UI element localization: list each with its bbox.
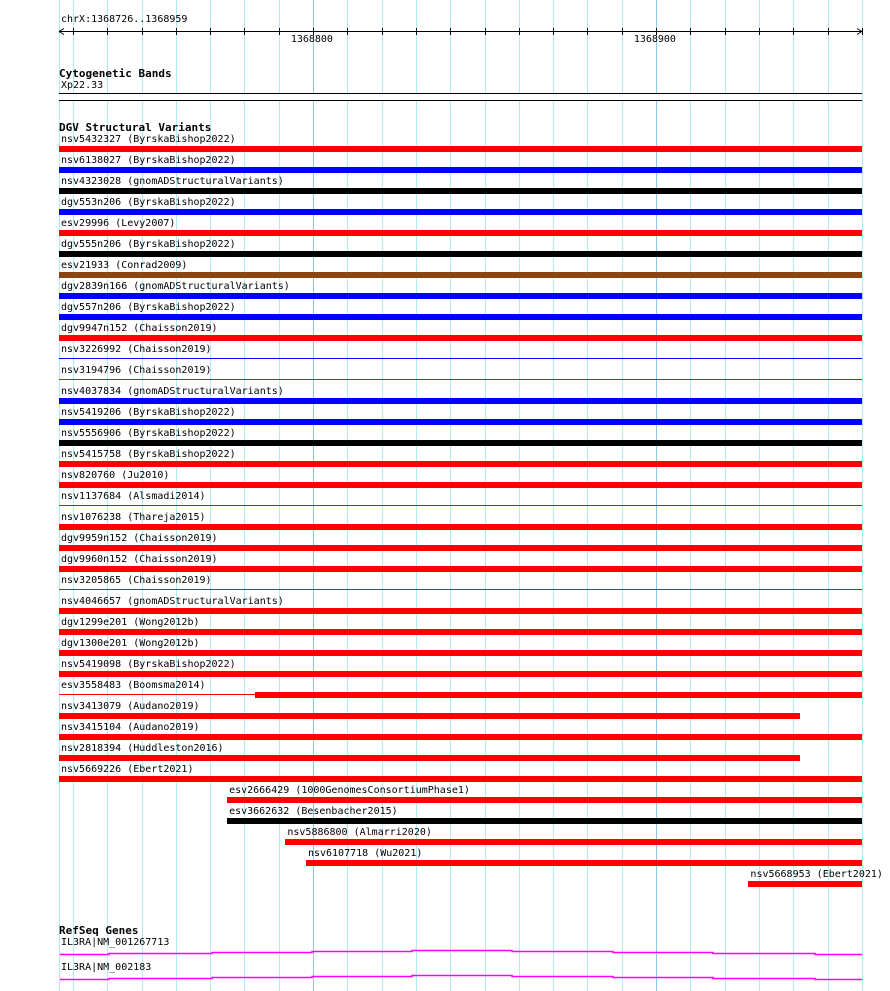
variant-study: (Chaisson2019) [127, 575, 212, 586]
variant-id: esv2666429 [229, 785, 290, 796]
variant-id: nsv5669226 [61, 764, 122, 775]
variant-id: dgv1299e201 [61, 617, 128, 628]
variant-id: nsv6107718 [307, 848, 369, 859]
variant-study: (Ebert2021) [127, 764, 194, 775]
variant-id: dgv9959n152 [61, 533, 128, 544]
variant-study: (Chaisson2019) [133, 323, 218, 334]
variant-study: (gnomADStructuralVariants) [133, 281, 290, 292]
variant-study: (Wu2021) [374, 848, 423, 859]
variant-id: nsv5415758 [61, 449, 122, 460]
variant-id: nsv4046657 [61, 596, 122, 607]
variant-id: nsv2818394 [61, 743, 122, 754]
variant-study: (Ju2010) [121, 470, 170, 481]
variant-study: (Levy2007) [115, 218, 176, 229]
variant-study: (Chaisson2019) [127, 365, 212, 376]
ruler-tick-label: 1368900 [633, 34, 676, 45]
location-label: chrX:1368726..1368959 [61, 14, 188, 25]
variant-study: (Almarri2020) [353, 827, 432, 838]
variant-study: (ByrskaBishop2022) [127, 134, 236, 145]
variant-study: (Wong2012b) [133, 617, 200, 628]
variant-id: nsv4323028 [61, 176, 122, 187]
variant-study: (Besenbacher2015) [295, 806, 398, 817]
variant-id: nsv1076238 [61, 512, 122, 523]
variant-id: nsv5432327 [61, 134, 122, 145]
variant-study: (Chaisson2019) [133, 554, 218, 565]
variant-id: esv3662632 [229, 806, 290, 817]
variant-study: (ByrskaBishop2022) [127, 197, 236, 208]
variant-id: esv29996 [61, 218, 110, 229]
cytoband-label: Xp22.33 [61, 80, 104, 91]
gene-label[interactable]: IL3RA|NM_001267713 [61, 937, 170, 948]
variant-study: (Audano2019) [127, 722, 200, 733]
variant-id: nsv5419098 [61, 659, 122, 670]
variant-study: (ByrskaBishop2022) [127, 428, 236, 439]
variant-study: (Audano2019) [127, 701, 200, 712]
variant-id: nsv3415104 [61, 722, 122, 733]
cytoband-track-title: Cytogenetic Bands [59, 67, 172, 80]
variant-study: (ByrskaBishop2022) [127, 449, 236, 460]
variant-study: (gnomADStructuralVariants) [127, 176, 284, 187]
variant-id: esv3558483 [61, 680, 122, 691]
refseq-track-title: RefSeq Genes [59, 924, 139, 937]
variant-study: (ByrskaBishop2022) [127, 659, 236, 670]
variant-study: (ByrskaBishop2022) [127, 302, 236, 313]
variant-id: nsv1137684 [61, 491, 122, 502]
variant-study: (Huddleston2016) [127, 743, 224, 754]
variant-study: (Ebert2021) [816, 869, 883, 880]
variant-study: (Chaisson2019) [133, 533, 218, 544]
variant-id: nsv3194796 [61, 365, 122, 376]
variant-study: (Boomsma2014) [127, 680, 206, 691]
variant-study: (1000GenomesConsortiumPhase1) [295, 785, 470, 796]
variant-id: nsv3226992 [61, 344, 122, 355]
variant-id: nsv3205865 [61, 575, 122, 586]
variant-id: nsv3413079 [61, 701, 122, 712]
variant-id: dgv1300e201 [61, 638, 128, 649]
variant-study: (ByrskaBishop2022) [127, 239, 236, 250]
variant-id: nsv5668953 [750, 869, 811, 880]
variant-study: (Conrad2009) [115, 260, 188, 271]
variant-id: dgv9947n152 [61, 323, 128, 334]
variant-study: (ByrskaBishop2022) [127, 155, 236, 166]
variant-study: (ByrskaBishop2022) [127, 407, 236, 418]
variant-id: nsv5556906 [61, 428, 122, 439]
variant-study: (Wong2012b) [133, 638, 200, 649]
variant-study: (Alsmadi2014) [127, 491, 206, 502]
variant-study: (gnomADStructuralVariants) [127, 596, 284, 607]
ruler-tick-label: 1368800 [290, 34, 333, 45]
variant-id: nsv820760 [61, 470, 116, 481]
dgv-track-title: DGV Structural Variants [59, 121, 212, 134]
variant-id: esv21933 [61, 260, 110, 271]
variant-id: nsv6138027 [61, 155, 122, 166]
variant-id: dgv553n206 [61, 197, 122, 208]
variant-id: dgv557n206 [61, 302, 122, 313]
variant-id: nsv5419206 [61, 407, 122, 418]
variant-id: dgv555n206 [61, 239, 122, 250]
variant-id: nsv5886800 [287, 827, 348, 838]
variant-id: nsv4037834 [61, 386, 122, 397]
gene-label[interactable]: IL3RA|NM_002183 [61, 962, 152, 973]
variant-study: (Chaisson2019) [127, 344, 212, 355]
variant-id: dgv2839n166 [61, 281, 128, 292]
variant-study: (gnomADStructuralVariants) [127, 386, 284, 397]
variant-id: dgv9960n152 [61, 554, 128, 565]
variant-study: (Thareja2015) [127, 512, 206, 523]
